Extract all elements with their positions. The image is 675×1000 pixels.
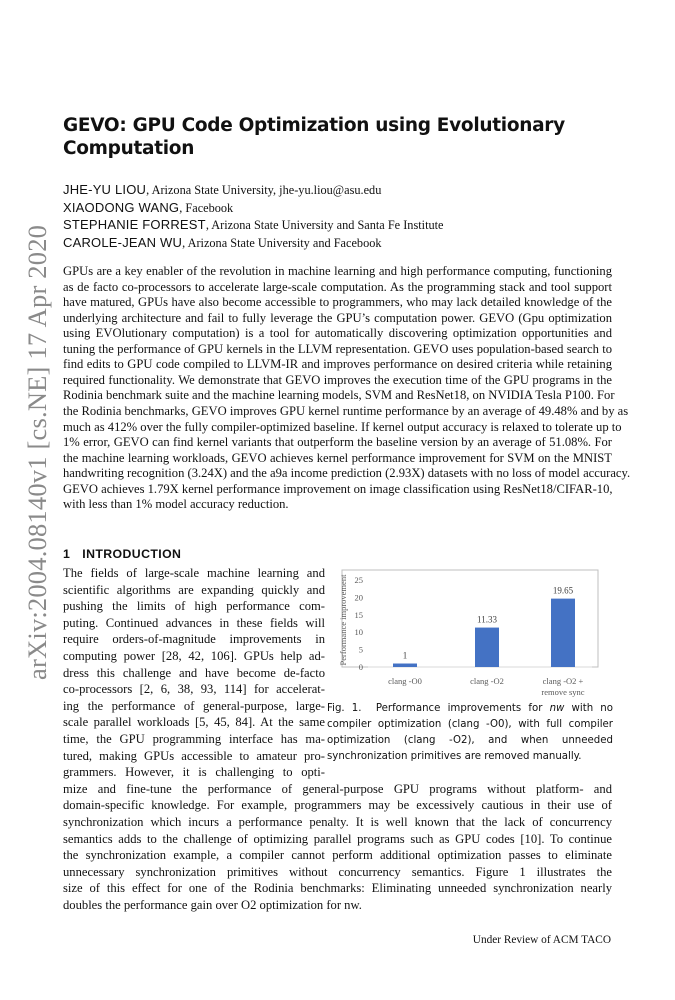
- abstract-line: much as 412% over the fully compiler-optimized baseline. If kernel output accuracy is relaxed to tolerate up to: [63, 419, 622, 434]
- caption-emphasis: nw: [549, 703, 565, 714]
- y-tick-label: 25: [354, 575, 363, 585]
- intro-line: co-processors [2, 6, 38, 93, 114] for accelerat-: [63, 682, 325, 697]
- intro-line: The fields of large-scale machine learning and: [63, 566, 325, 580]
- abstract-line: GEVO achieves 1.79X kernel performance improvement on image classification using ResNet18/CIFAR-10,: [63, 481, 613, 496]
- intro-line: ing the performance of general-purpose, large-: [63, 698, 325, 713]
- abstract-line: required functionality. We demonstrate that GEVO improves the execution time of the GPU programs in the: [63, 372, 612, 387]
- bar: [551, 599, 575, 667]
- intro-line: computing power [28, 42, 106]. GPUs help ad-: [63, 649, 325, 663]
- intro-line: mize and fine-tune the performance of general-purpose GPU programs without platform- and: [63, 781, 612, 796]
- intro-line: the synchronization example, a compiler cannot perform additional optimization passes to eliminate: [63, 848, 612, 863]
- intro-line: unnecessary synchronization primitives without concurrency semantics. Figure 1 illustrates the: [63, 864, 612, 879]
- intro-line: semantics adds to the challenge of optimizing parallel programs such as GPU codes [10]. To continue: [63, 831, 612, 846]
- abstract-line: with less than 1% model accuracy reduction.: [63, 497, 289, 512]
- caption-text-rest: with no compiler optimization (clang -O0), with full compiler optimization (clang -O2), and when unneeded synchronization primitives are removed manually.: [327, 703, 613, 762]
- arxiv-identifier: arXiv:2004.08140v1 [cs.NE] 17 Apr 2020: [22, 224, 52, 680]
- bar: [475, 628, 499, 667]
- caption-label: Fig. 1.: [327, 703, 362, 714]
- abstract-line: the Rodinia benchmarks, GEVO improves GPU kernel runtime performance by an average of 49.48% and by as: [63, 403, 629, 418]
- abstract-line: find edits to GPU code compiled to LLVM-IR and improves performance on desired criteria while retaining: [63, 357, 612, 372]
- data-label: 11.33: [477, 614, 497, 625]
- abstract-line: handwriting recognition (3.24X) and the a9a income prediction (2.93X) datasets with no loss of model accuracy.: [63, 466, 631, 481]
- y-tick-label: 20: [354, 592, 363, 603]
- intro-line: pushing the limits of high performance com-: [63, 599, 325, 614]
- abstract-line: underlying architecture and fail to fully leverage the GPU’s computation power. GEVO (Gpu optimization: [63, 310, 612, 325]
- abstract-line: using EVOlutionary computation) is a tool for automatically discovering optimization opportunities and: [63, 326, 612, 341]
- bar: [393, 664, 417, 667]
- figure-1-chart: [330, 568, 612, 700]
- intro-line: tured, making GPUs accessible to amateur pro-: [63, 748, 325, 763]
- abstract-line: GPUs are a key enabler of the revolution in machine learning and high performance computing, functioning: [63, 264, 612, 278]
- intro-line: synchronization which incurs a performance penalty. It is well known that the lack of concurrency: [63, 815, 612, 829]
- section-heading: [63, 547, 193, 561]
- author-name: STEPHANIE FORREST: [63, 217, 206, 232]
- x-tick-label: remove sync: [541, 687, 585, 697]
- data-label: 1: [402, 650, 408, 661]
- abstract-line: Rodinia benchmark suite and the machine learning models, SVM and ResNet18, on NVIDIA Tesla P100. For: [63, 388, 615, 403]
- x-tick-label: clang -O2: [470, 676, 504, 686]
- x-tick-label: clang -O0: [388, 676, 422, 686]
- abstract-line: have matured, GPUs have also become accessible to programmers, who may lack detailed knowledge of the: [63, 295, 612, 310]
- author-affiliation: , Arizona State University and Santa Fe Institute: [205, 218, 444, 232]
- intro-line: grammers. However, it is challenging to opti-: [63, 765, 325, 780]
- page-footer: Under Review of ACM TACO: [472, 934, 611, 946]
- abstract-line: 1% error, GEVO can find kernel variants that outperform the baseline version by an average of 51.08%. For: [63, 435, 612, 450]
- caption-text: Performance improvements for: [375, 703, 550, 714]
- abstract-line: as de facto co-processors to accelerate large-scale computation. As the programming stack and tool support: [63, 279, 612, 294]
- intro-line: dress this challenge and have become de-facto: [63, 665, 325, 680]
- intro-line: time, the GPU programming interface has ma-: [63, 732, 325, 746]
- author: [63, 235, 382, 251]
- y-tick-label: 5: [358, 644, 363, 655]
- intro-line: size of this effect for one of the Rodinia benchmarks: Eliminating unneeded synchronization nearly: [63, 881, 612, 896]
- author: [63, 217, 444, 233]
- author-name: JHE-YU LIOU: [63, 182, 147, 197]
- author-affiliation: , Arizona State University and Facebook: [182, 235, 382, 250]
- figure-caption: [327, 701, 613, 765]
- intro-line: domain-specific knowledge. For example, programmers may be excessively cautious in their use of: [63, 798, 612, 813]
- author: [63, 182, 381, 198]
- intro-line: puting. Continued advances in these fields will: [63, 615, 325, 630]
- intro-line: doubles the performance gain over O2 optimization for nw.: [63, 898, 362, 912]
- author-name: XIAODONG WANG: [63, 199, 180, 215]
- author: [63, 200, 233, 216]
- intro-line: scientific algorithms are expanding quickly and: [63, 582, 325, 597]
- y-tick-label: 15: [354, 609, 363, 620]
- data-label: 19.65: [552, 585, 574, 596]
- author-name: CAROLE-JEAN WU: [63, 234, 183, 250]
- abstract-line: the machine learning workloads, GEVO achieves kernel performance improvement for SVM on the MNIST: [63, 450, 612, 465]
- x-tick-label: clang -O2 +: [542, 676, 584, 686]
- y-axis-label: Performance improvement: [338, 574, 348, 666]
- section-number: 1: [63, 547, 71, 561]
- y-tick-label: 0: [358, 662, 363, 672]
- intro-line: require orders-of-magnitude improvements in: [63, 632, 325, 647]
- abstract-line: tuning the performance of GPU kernels in the LLVM representation. GEVO uses population-based search to: [63, 341, 612, 356]
- paper-title: GEVO: GPU Code Optimization using Evolutionary Computation: [63, 115, 565, 159]
- intro-line: scale parallel workloads [5, 45, 84]. At the same: [63, 715, 325, 730]
- author-affiliation: , Facebook: [179, 200, 234, 215]
- author-affiliation: , Arizona State University, jhe-yu.liou@asu.edu: [146, 183, 382, 197]
- y-tick-label: 10: [354, 627, 363, 638]
- section-title: INTRODUCTION: [82, 547, 182, 561]
